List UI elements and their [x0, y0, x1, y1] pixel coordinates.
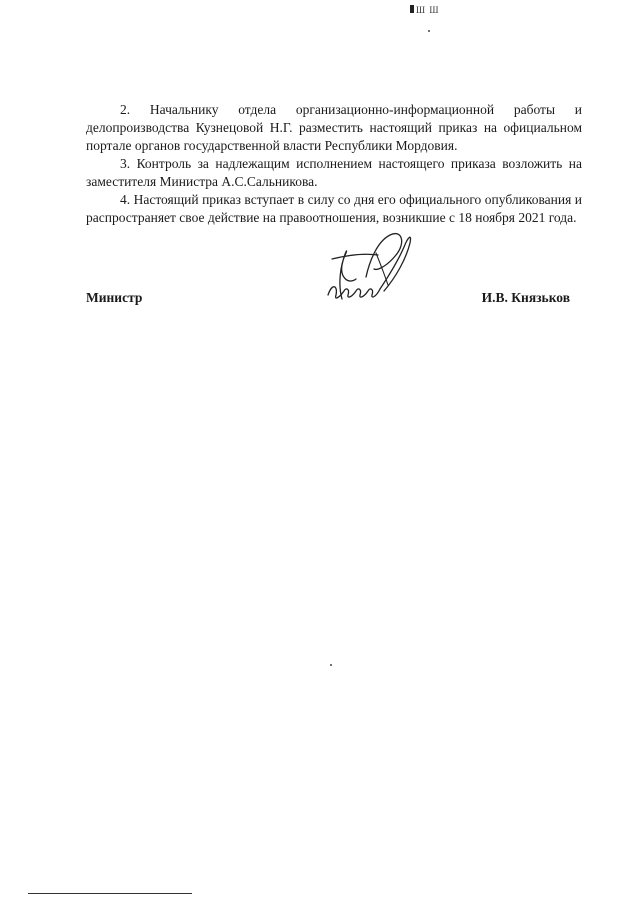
- scan-speck: [428, 30, 430, 32]
- signer-name: И.В. Князьков: [481, 290, 570, 305]
- document-body: [86, 101, 582, 227]
- paragraph-4: 4. Настоящий приказ вступает в силу со дня его официального опубликования и распространяет свое действие на правоотношения, возникшие с 18 ноября 2021 года.: [86, 192, 582, 225]
- page-scan-mark: [410, 5, 439, 15]
- footer-divider: [28, 893, 192, 894]
- position-title: Министр: [86, 290, 143, 305]
- page-mark-text: Ш Ш: [416, 5, 440, 15]
- scan-speck: [330, 664, 332, 666]
- paragraph-2: 2. Начальнику отдела организационно-информационной работы и делопроизводства Кузнецовой Н.Г. разместить настоящий приказ на официальном портале органов государственной власти Республики Мордовия.: [86, 102, 582, 153]
- paragraph-3: 3. Контроль за надлежащим исполнением настоящего приказа возложить на заместителя Министра А.С.Сальникова.: [86, 156, 582, 189]
- signature-row: [86, 290, 570, 310]
